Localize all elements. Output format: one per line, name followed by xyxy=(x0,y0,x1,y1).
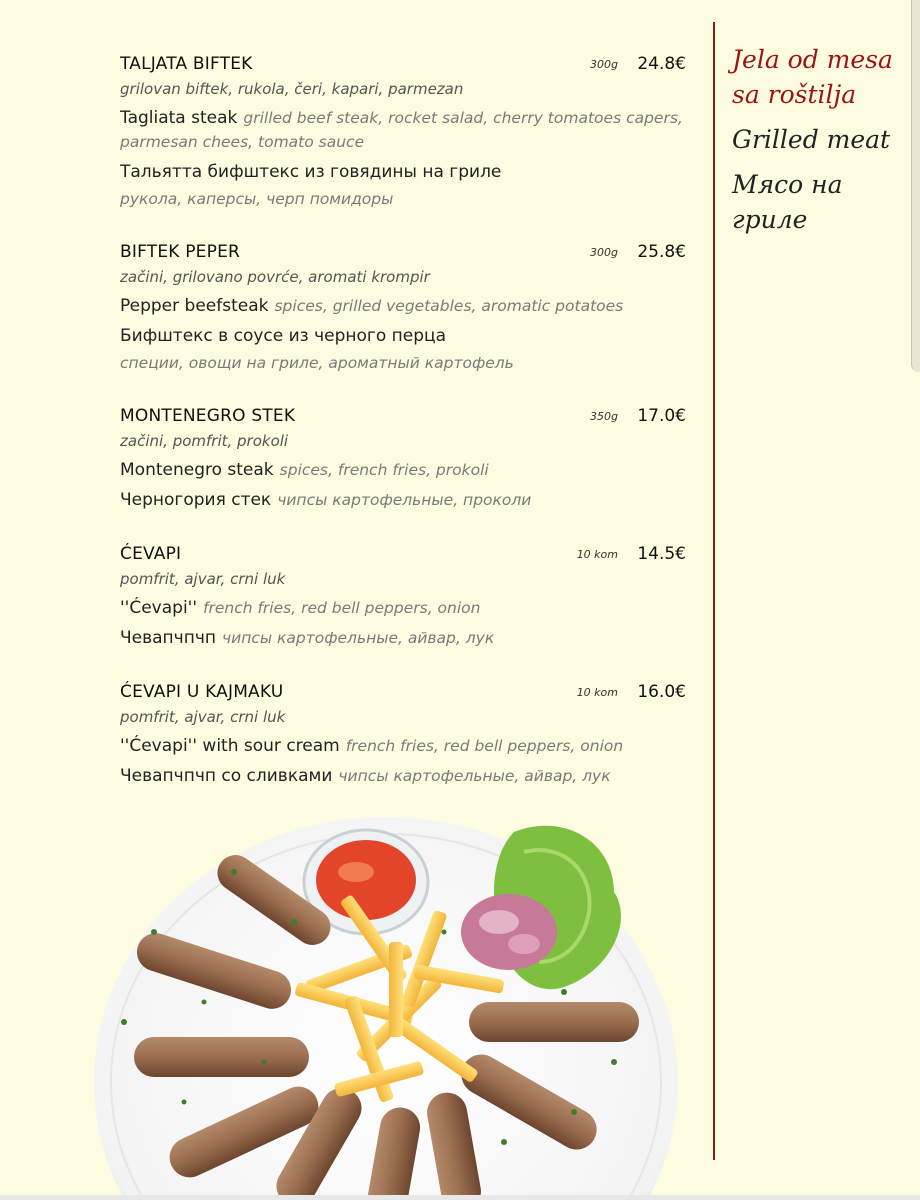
cevapi-plate-illustration xyxy=(94,812,684,1200)
dish-title-row xyxy=(120,52,688,76)
dish-weight: 350g xyxy=(590,410,618,423)
dish-name: BIFTEK PEPER xyxy=(120,242,241,262)
bottom-edge xyxy=(0,1195,920,1200)
dish-title-row xyxy=(120,240,688,264)
dish-biftek-peper xyxy=(120,240,688,374)
section-title-english: Grilled meat xyxy=(732,125,891,154)
dish-cevapi xyxy=(120,542,688,650)
dish-english-name: ''Ćevapi'' with sour cream xyxy=(120,736,340,756)
dish-english-line xyxy=(120,458,688,482)
section-divider xyxy=(713,22,715,1160)
dish-russian-name: Тальятта бифштекс из говядины на гриле xyxy=(120,162,502,182)
dish-english-name: ''Ćevapi'' xyxy=(120,598,198,618)
dish-title-row xyxy=(120,680,688,704)
dish-weight: 300g xyxy=(590,58,618,71)
dish-price: 25.8€ xyxy=(637,242,686,262)
dish-ingredients: začini, grilovano povrće, aromati krompir xyxy=(120,268,430,286)
dish-russian-name: Бифштекс в соусе из черного перца xyxy=(120,326,447,346)
dish-cevapi-u-kajmaku xyxy=(120,680,688,788)
menu-list xyxy=(120,52,688,818)
dish-russian-desc: чипсы картофельные, проколи xyxy=(277,491,532,509)
dish-name: ĆEVAPI U KAJMAKU xyxy=(120,682,284,702)
dish-title-row xyxy=(120,404,688,428)
dish-english-name: Montenegro steak xyxy=(120,460,274,480)
dish-price: 17.0€ xyxy=(637,406,686,426)
section-title-russian: Мясо на гриле xyxy=(732,170,843,234)
dish-weight: 10 kom xyxy=(576,548,618,561)
section-titles xyxy=(732,42,912,237)
dish-title-row xyxy=(120,542,688,566)
dish-price: 16.0€ xyxy=(637,682,686,702)
dish-english-desc: grilled beef steak, rocket salad, cherry tomatoes capers, parmesan chees, tomato sauce xyxy=(120,109,683,151)
dish-name: MONTENEGRO STEK xyxy=(120,406,296,426)
dish-russian-name: Чевапчпчп со сливками xyxy=(120,766,333,786)
dish-english-desc: french fries, red bell peppers, onion xyxy=(345,737,624,755)
dish-english-name: Pepper beefsteak xyxy=(120,296,269,316)
dish-taljata-biftek xyxy=(120,52,688,210)
dish-price: 14.5€ xyxy=(637,544,686,564)
dish-russian-name: Черногория стек xyxy=(120,490,272,510)
dish-english-desc: spices, french fries, prokoli xyxy=(279,461,489,479)
dish-ingredients: pomfrit, ajvar, crni luk xyxy=(120,708,286,726)
dish-montenegro-stek xyxy=(120,404,688,512)
dish-name: ĆEVAPI xyxy=(120,544,182,564)
dish-russian-desc: рукола, каперсы, черп помидоры xyxy=(120,190,394,208)
dish-russian-line xyxy=(120,488,688,512)
dish-english-line xyxy=(120,596,688,620)
dish-name: TALJATA BIFTEK xyxy=(120,54,253,74)
dish-russian-desc: чипсы картофельные, айвар, лук xyxy=(221,629,495,647)
dish-ingredients: grilovan biftek, rukola, čeri, kapari, parmezan xyxy=(120,80,464,98)
dish-english-name: Tagliata steak xyxy=(120,108,238,128)
dish-english-line xyxy=(120,734,688,758)
section-title-serbian: Jela od mesa sa roštilja xyxy=(732,45,893,109)
page-edge xyxy=(911,0,920,372)
dish-russian-desc: чипсы картофельные, айвар, лук xyxy=(338,767,611,785)
dish-ingredients: začini, pomfrit, prokoli xyxy=(120,432,289,450)
dish-english-desc: spices, grilled vegetables, aromatic potatoes xyxy=(274,297,624,315)
dish-english-desc: french fries, red bell peppers, onion xyxy=(203,599,481,617)
dish-english-line xyxy=(120,294,688,318)
dish-ingredients: pomfrit, ajvar, crni luk xyxy=(120,570,286,588)
dish-russian-desc: специи, овощи на гриле, ароматный картофель xyxy=(120,354,514,372)
dish-price: 24.8€ xyxy=(637,54,686,74)
dish-weight: 300g xyxy=(590,246,618,259)
dish-russian-line xyxy=(120,626,688,650)
dish-russian-name: Чевапчпчп xyxy=(120,628,216,648)
dish-weight: 10 kom xyxy=(576,686,618,699)
dish-russian-line xyxy=(120,764,688,788)
cevapi-plate-photo xyxy=(94,812,684,1200)
dish-english-line xyxy=(120,106,688,154)
